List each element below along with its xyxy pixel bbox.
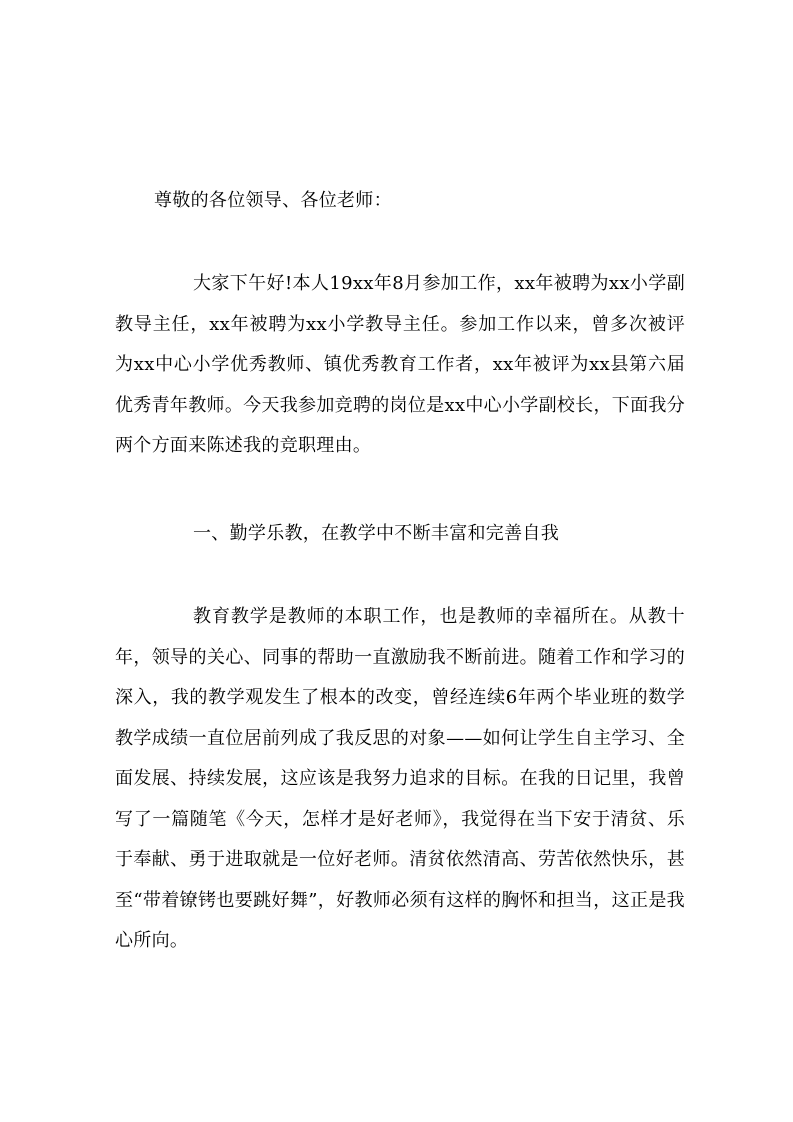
paragraph-teaching: 教育教学是教师的本职工作，也是教师的幸福所在。从教十年，领导的关心、同事的帮助一直激励我不断前进。随着工作和学习的深入，我的教学观发生了根本的改变，曾经连续6年两个毕业班的数学教学成绩一直位居前列成了我反思的对象——如何让学生自主学习、全面发展、持续发展，这应该是我努力追求的目标。在我的日记里，我曾写了一篇随笔《今天，怎样才是好老师》，我觉得在当下安于清贫、乐于奉献、勇于进取就是一位好老师。清贫依然清高、劳苦依然快乐，甚至“带着镣铐也要跳好舞”，好教师必须有这样的胸怀和担当，这正是我心所向。 [115, 606, 685, 951]
salutation: 尊敬的各位领导、各位老师： [154, 190, 392, 211]
paragraph-introduction: 大家下午好!本人19xx年8月参加工作，xx年被聘为xx小学副教导主任，xx年被聘为xx小学教导主任。参加工作以来，曾多次被评为xx中心小学优秀教师、镇优秀教育工作者，xx年被评为xx县第六届优秀青年教师。今天我参加竞聘的岗位是xx中心小学副校长，下面我分两个方面来陈述我的竞职理由。 [115, 273, 685, 456]
section-heading-1: 一、勤学乐教，在教学中不断丰富和完善自我 [193, 523, 559, 544]
